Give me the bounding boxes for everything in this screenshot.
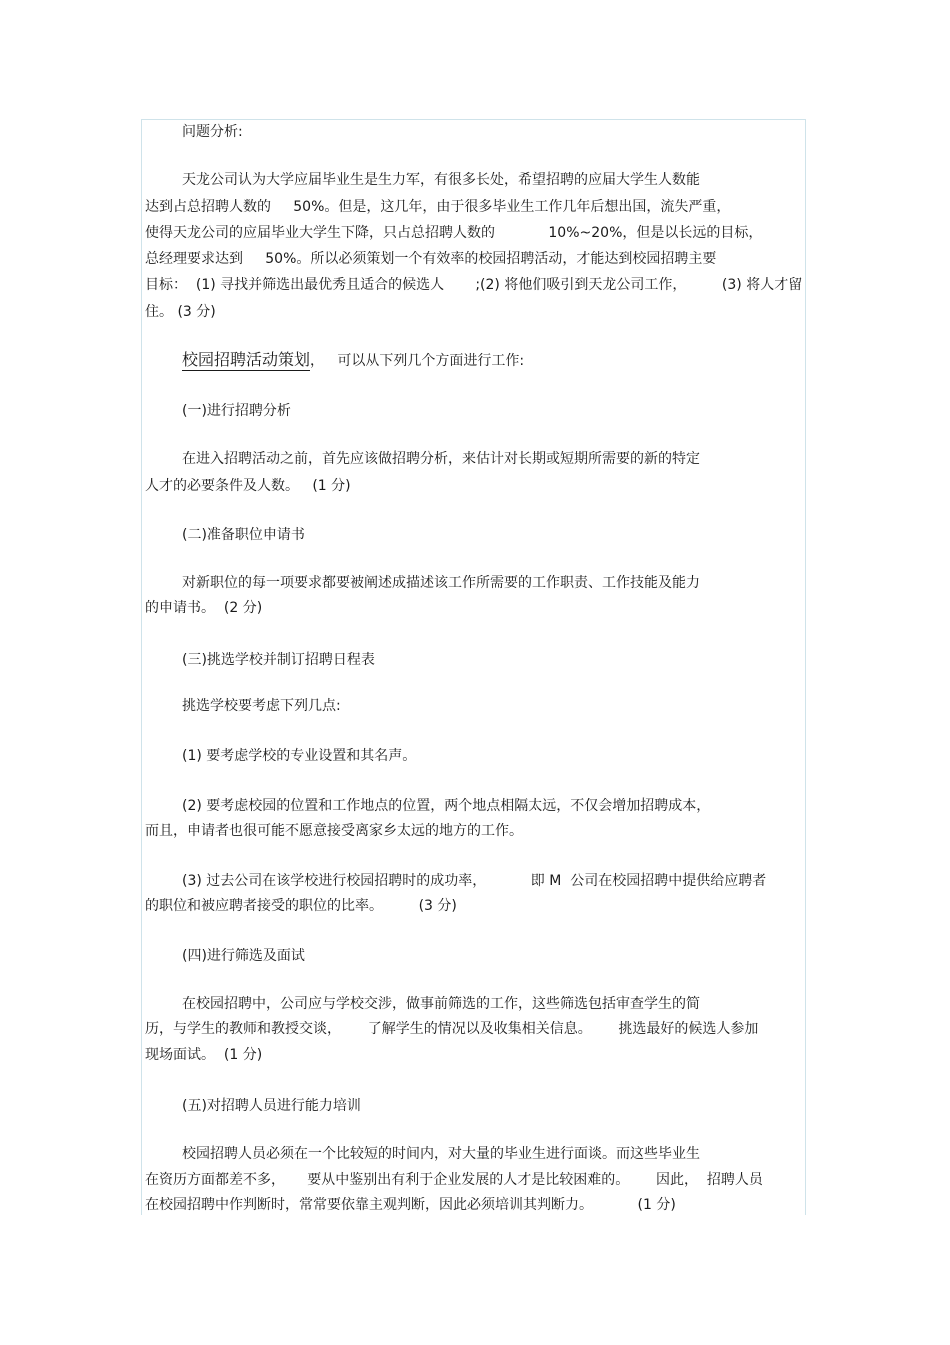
paragraph-line: 达到占总招聘人数的 50%。但是，这几年，由于很多毕业生工作几年后想出国，流失严重， — [145, 199, 731, 215]
heading-suffix-text: ， 可以从下列几个方面进行工作: — [310, 353, 525, 369]
paragraph-line: 天龙公司认为大学应届毕业生是生力军，有很多长处，希望招聘的应届大学生人数能 — [182, 172, 700, 188]
paragraph-line: 住。 (3 分) — [145, 304, 216, 320]
subsection-title: (二)准备职位申请书 — [182, 527, 305, 543]
subsection-title: (四)进行筛选及面试 — [182, 948, 305, 964]
section-title-problem-analysis: 问题分析: — [182, 124, 243, 140]
list-item: (1) 要考虑学校的专业设置和其名声。 — [182, 748, 417, 764]
paragraph-line: 在资历方面都差不多， 要从中鉴别出有利于企业发展的人才是比较困难的。 因此， 招聘人员 — [145, 1172, 763, 1188]
list-item: (2) 要考虑校园的位置和工作地点的位置，两个地点相隔太远，不仅会增加招聘成本， — [182, 798, 711, 814]
list-item: (3) 过去公司在该学校进行校园招聘时的成功率， 即 M 公司在校园招聘中提供给应聘者 — [182, 873, 767, 889]
paragraph-line: 现场面试。 (1 分) — [145, 1047, 263, 1063]
subsection-title: (一)进行招聘分析 — [182, 403, 291, 419]
paragraph-line: 校园招聘人员必须在一个比较短的时间内，对大量的毕业生进行面谈。而这些毕业生 — [182, 1146, 700, 1162]
heading-underlined-text: 校园招聘活动策划 — [182, 350, 311, 369]
list-item-continuation: 的职位和被应聘者接受的职位的比率。 (3 分) — [145, 898, 457, 914]
paragraph-line: 总经理要求达到 50%。所以必须策划一个有效率的校园招聘活动，才能达到校园招聘主要 — [145, 251, 717, 267]
list-item-continuation: 而且，申请者也很可能不愿意接受离家乡太远的地方的工作。 — [145, 823, 523, 839]
subsection-title: (三)挑选学校并制订招聘日程表 — [182, 652, 375, 668]
paragraph-line: 在校园招聘中作判断时，常常要依靠主观判断，因此必须培训其判断力。 (1 分) — [145, 1197, 676, 1213]
paragraph-line: 在进入招聘活动之前，首先应该做招聘分析，来估计对长期或短期所需要的新的特定 — [182, 451, 700, 467]
subsection-title: (五)对招聘人员进行能力培训 — [182, 1098, 361, 1114]
paragraph-line: 的申请书。 (2 分) — [145, 600, 263, 616]
paragraph-line: 挑选学校要考虑下列几点: — [182, 698, 341, 714]
section-heading-campus-recruiting — [182, 350, 524, 371]
paragraph-line: 在校园招聘中，公司应与学校交涉，做事前筛选的工作，这些筛选包括审查学生的简 — [182, 996, 700, 1012]
paragraph-line: 对新职位的每一项要求都要被阐述成描述该工作所需要的工作职责、工作技能及能力 — [182, 575, 700, 591]
paragraph-line: 目标： (1) 寻找并筛选出最优秀且适合的候选人 ;(2) 将他们吸引到天龙公司工作， (3) 将人才留 — [145, 277, 803, 293]
paragraph-line: 人才的必要条件及人数。 (1 分) — [145, 478, 351, 494]
paragraph-line: 使得天龙公司的应届毕业大学生下降，只占总招聘人数的 10%~20%，但是以长远的目标， — [145, 225, 763, 241]
paragraph-line: 历，与学生的教师和教授交谈， 了解学生的情况以及收集相关信息。 挑选最好的候选人参加 — [145, 1021, 759, 1037]
